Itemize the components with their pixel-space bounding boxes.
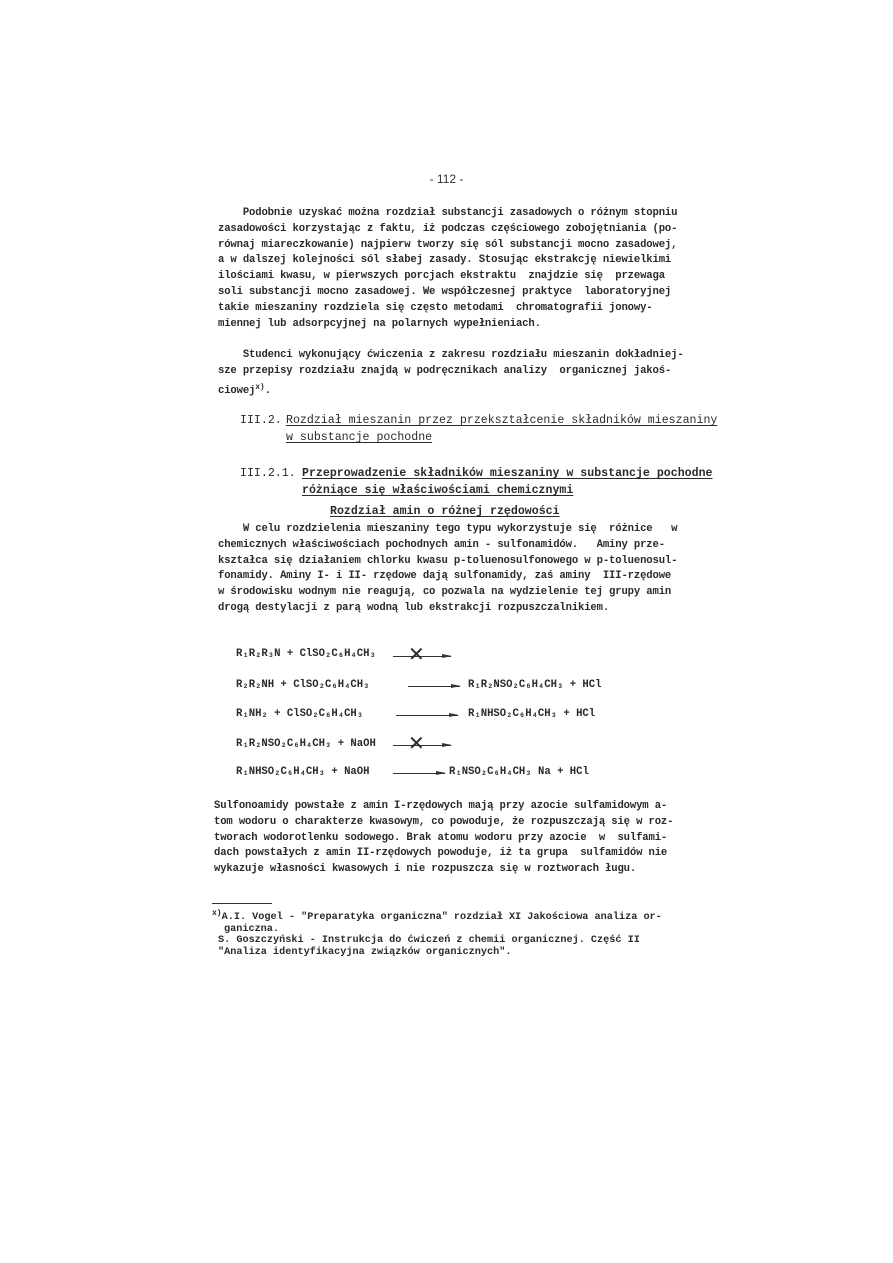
footnote-marker: x) bbox=[212, 909, 222, 918]
subsection-title bbox=[330, 503, 560, 520]
text-line: chemicznych właściwościach pochodnych amin - sulfonamidów. Aminy prze- bbox=[218, 538, 665, 551]
reaction-arrow-icon bbox=[396, 715, 458, 716]
text-fragment: ciowej bbox=[218, 384, 256, 397]
reaction-arrow-icon bbox=[393, 773, 445, 774]
equation-5-lhs: R₁NHSO₂C₆H₄CH₃ + NaOH bbox=[236, 766, 370, 778]
section-title: w substancje pochodne bbox=[286, 431, 433, 444]
text-line: tworach wodorotlenku sodowego. Brak atomu wodoru przy azocie w sulfami- bbox=[214, 831, 668, 844]
text-line: a w dalszej kolejności sól słabej zasady. Stosując ekstrakcję niewielkimi bbox=[218, 254, 672, 267]
text-line bbox=[218, 380, 738, 400]
footnote-2 bbox=[212, 935, 640, 959]
text-line: tom wodoru o charakterze kwasowym, co powoduje, że rozpuszczają się w roz- bbox=[214, 815, 674, 828]
text-fragment: . bbox=[264, 384, 271, 397]
text-line: Podobnie uzyskać można rozdział substancji zasadowych o różnym stopniu bbox=[218, 207, 678, 219]
footnote-text: "Analiza identyfikacyjna związków organicznych". bbox=[218, 947, 512, 958]
text-line: fonamidy. Aminy I- i II- rzędowe dają sulfonamidy, zaś aminy III-rzędowe bbox=[218, 570, 672, 583]
text-line: równaj miareczkowanie) najpierw tworzy się sól substancji mocno zasadowej, bbox=[218, 238, 678, 251]
footnote-text: A.I. Vogel - "Preparatyka organiczna" rozdział XI Jakościowa analiza or- bbox=[221, 912, 662, 923]
paragraph-2 bbox=[218, 348, 738, 399]
paragraph-3 bbox=[218, 522, 738, 617]
text-line: soli substancji mocno zasadowej. We współczesnej praktyce laboratoryjnej bbox=[218, 285, 672, 298]
reaction-arrow-icon bbox=[408, 686, 460, 687]
equation-4-lhs: R₁R₂NSO₂C₆H₄CH₃ + NaOH bbox=[236, 738, 376, 750]
section-heading-III-2-1 bbox=[240, 465, 713, 499]
text-line: zasadowości korzystając z faktu, iż podczas częściowego zobojętniania (po- bbox=[218, 222, 678, 235]
equation-2-rhs: R₁R₂NSO₂C₆H₄CH₃ + HCl bbox=[468, 679, 602, 691]
equation-3-rhs: R₁NHSO₂C₆H₄CH₃ + HCl bbox=[468, 708, 596, 720]
footnote-marker: x) bbox=[255, 382, 265, 392]
section-heading-III-2 bbox=[240, 412, 717, 446]
equation-1-lhs: R₁R₂R₃N + ClSO₂C₆H₄CH₃ bbox=[236, 648, 376, 660]
text-line: miennej lub adsorpcyjnej na polarnych wypełnieniach. bbox=[218, 317, 541, 330]
page-number: - 112 - bbox=[429, 172, 464, 186]
equation-2-lhs: R₂R₂NH + ClSO₂C₆H₄CH₃ bbox=[236, 679, 370, 691]
text-line: kształca się działaniem chlorku kwasu p-toluenosulfonowego w p-toluenosul- bbox=[218, 554, 678, 567]
footnote-text: S. Goszczyński - Instrukcja do ćwiczeń z chemii organicznej. Część II bbox=[218, 935, 640, 946]
section-number: III.2.1. bbox=[240, 467, 296, 480]
equation-5-rhs: R₁NSO₂C₆H₄CH₃ Na + HCl bbox=[449, 766, 589, 778]
section-title: Rozdział mieszanin przez przekształcenie składników mieszaniny bbox=[286, 414, 718, 427]
footnote-separator bbox=[212, 903, 272, 904]
no-reaction-cross-icon: ✕ bbox=[408, 731, 425, 755]
section-title: różniące się właściwościami chemicznymi bbox=[302, 484, 574, 497]
paragraph-4 bbox=[214, 799, 734, 878]
text-line: ilościami kwasu, w pierwszych porcjach ekstraktu znajdzie się przewaga bbox=[218, 270, 665, 283]
equation-3-lhs: R₁NH₂ + ClSO₂C₆H₄CH₃ bbox=[236, 708, 364, 720]
text-line: drogą destylacji z parą wodną lub ekstrakcji rozpuszczalnikiem. bbox=[218, 601, 610, 614]
no-reaction-cross-icon: ✕ bbox=[408, 642, 425, 666]
section-number: III.2. bbox=[240, 414, 282, 427]
footnote-text: ganiczna. bbox=[224, 924, 280, 935]
paragraph-1 bbox=[218, 206, 738, 332]
text-line: takie mieszaniny rozdziela się często metodami chromatografii jonowy- bbox=[218, 301, 653, 314]
text-line: W celu rozdzielenia mieszaniny tego typu wykorzystuje się różnice w bbox=[218, 523, 678, 535]
text-line: wykazuje własności kwasowych i nie rozpuszcza się w roztworach ługu. bbox=[214, 863, 637, 876]
text-line: w środowisku wodnym nie reagują, co pozwala na wydzielenie tej grupy amin bbox=[218, 586, 672, 599]
text-line: Studenci wykonujący ćwiczenia z zakresu rozdziału mieszanin dokładniej- bbox=[218, 349, 684, 361]
text-line: dach powstałych z amin II-rzędowych powoduje, iż ta grupa sulfamidów nie bbox=[214, 847, 668, 860]
text-line: sze przepisy rozdziału znajdą w podręcznikach analizy organicznej jakoś- bbox=[218, 364, 672, 377]
footnote-1 bbox=[212, 908, 662, 936]
section-title: Przeprowadzenie składników mieszaniny w substancje pochodne bbox=[302, 467, 713, 480]
text-line: Sulfonoamidy powstałe z amin I-rzędowych mają przy azocie sulfamidowym a- bbox=[214, 800, 668, 812]
subsection-title-text: Rozdział amin o różnej rzędowości bbox=[330, 505, 560, 518]
